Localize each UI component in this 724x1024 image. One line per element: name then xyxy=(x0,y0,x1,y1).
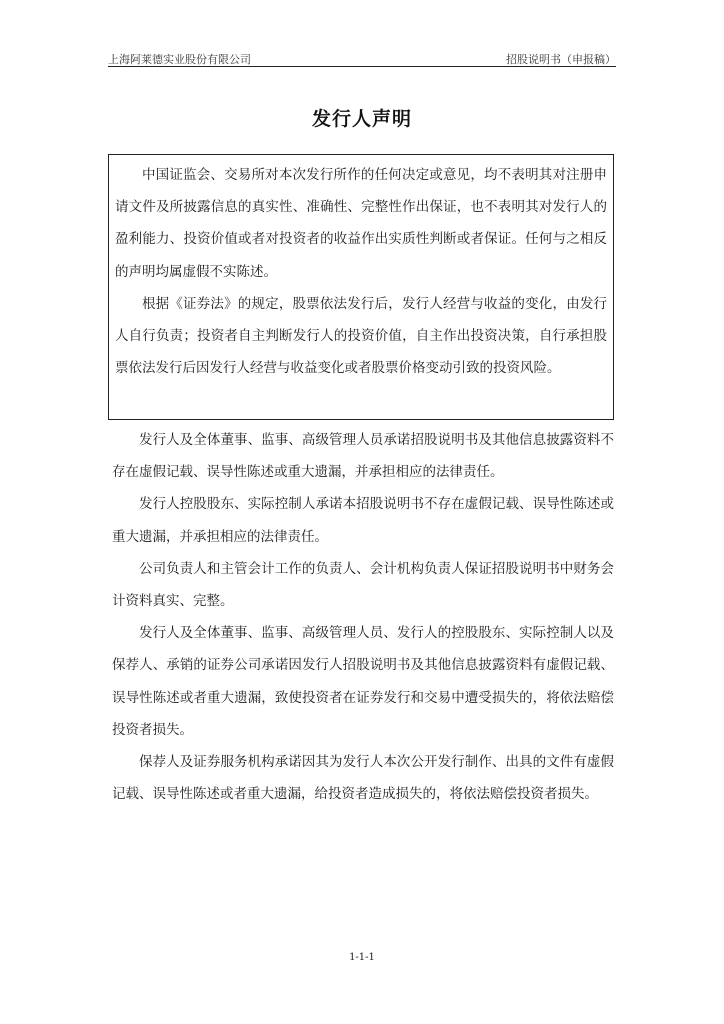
document-type: 招股说明书（申报稿） xyxy=(506,53,616,66)
declaration-paragraph: 发行人及全体董事、监事、高级管理人员承诺招股说明书及其他信息披露资料不存在虚假记载、误导性陈述或重大遗漏，并承担相应的法律责任。 xyxy=(112,432,614,481)
declaration-paragraph: 保荐人及证券服务机构承诺因其为发行人本次公开发行制作、出具的文件有虚假记载、误导性陈述或者重大遗漏，给投资者造成损失的，将依法赔偿投资者损失。 xyxy=(112,754,614,803)
declaration-body xyxy=(112,424,614,810)
declaration-paragraph: 发行人控股股东、实际控制人承诺本招股说明书不存在虚假记载、误导性陈述或重大遗漏，并承担相应的法律责任。 xyxy=(112,496,614,545)
page-title: 发行人声明 xyxy=(311,108,412,130)
declaration-paragraph: 公司负责人和主管会计工作的负责人、会计机构负责人保证招股说明书中财务会计资料真实、完整。 xyxy=(112,560,614,610)
regulatory-notice-box xyxy=(108,154,614,420)
declaration-paragraph: 发行人及全体董事、监事、高级管理人员、发行人的控股股东、实际控制人以及保荐人、承销的证券公司承诺因发行人招股说明书及其他信息披露资料有虚假记载、误导性陈述或者重大遗漏，致使投资者在证券发行和交易中遭受损失的，将依法赔偿投资者损失。 xyxy=(112,625,614,738)
page-number: 1-1-1 xyxy=(349,952,375,963)
notice-paragraph: 中国证监会、交易所对本次发行所作的任何决定或意见，均不表明其对注册申请文件及所披露信息的真实性、准确性、完整性作出保证，也不表明其对发行人的盈利能力、投资价值或者对投资者的收益作出实质性判断或者保证。任何与之相反的声明均属虚假不实陈述。 xyxy=(115,167,607,280)
notice-paragraph: 根据《证券法》的规定，股票依法发行后，发行人经营与收益的变化，由发行人自行负责；投资者自主判断发行人的投资价值，自主作出投资决策，自行承担股票依法发行后因发行人经营与收益变化或者股票价格变动引致的投资风险。 xyxy=(115,295,607,377)
company-name: 上海阿莱德实业股份有限公司 xyxy=(108,53,251,66)
page-header xyxy=(108,48,616,67)
